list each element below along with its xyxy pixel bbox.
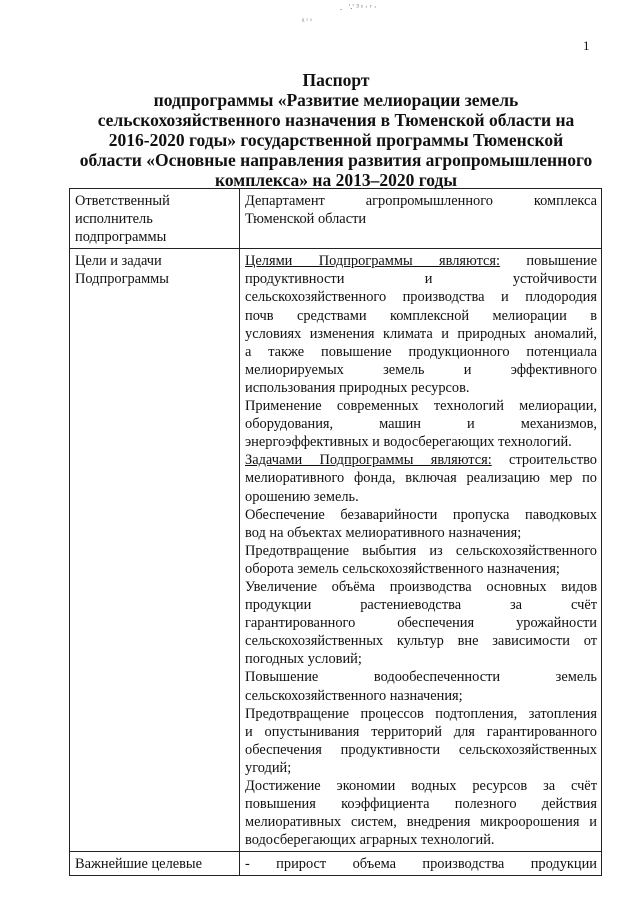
row-label-line: подпрограммы	[75, 229, 167, 246]
title-line: подпрограммы «Развитие мелиорации земель	[153, 90, 519, 110]
scan-artifact-second: ᵍ ʳ ˢ	[302, 16, 312, 25]
row-value-line: мелиоративных систем, внедрения микроорошения и	[245, 814, 597, 831]
row-value-line: водосберегающих аграрных технологий.	[245, 832, 495, 849]
row-value-line: Достижение экономии водных ресурсов за счёт	[245, 778, 597, 794]
row-value-line: Обеспечение безаварийности пропуска паводковых	[245, 506, 597, 523]
row-value-line: сельскохозяйственных культур вне зависимости от	[245, 633, 597, 650]
row-value-line: Целями Подпрограммы являются: повышение	[245, 253, 598, 270]
document-title	[70, 70, 602, 190]
row-value-line: мелиоративного фонда, включая реализацию мер по	[245, 470, 597, 487]
row-value-line: мелиорируемых земель и эффективного	[245, 361, 597, 378]
row-label-line: исполнитель	[75, 211, 153, 228]
row-label	[70, 249, 240, 852]
row-value	[240, 852, 602, 876]
row-label-line: Важнейшие целевые	[75, 856, 202, 873]
scan-artifact-top: . ∵³ˢ·ʳ·	[340, 2, 379, 12]
row-value	[240, 189, 602, 249]
row-value-line: орошению земель.	[245, 488, 359, 505]
passport-table	[69, 188, 602, 876]
row-value-line: а также повышение продукционного потенциала	[245, 343, 597, 360]
row-value-line: Предотвращение выбытия из сельскохозяйственного	[245, 542, 597, 559]
row-label	[70, 189, 240, 249]
row-value-line: - прирост объема производства продукции	[245, 856, 597, 873]
row-label-line: Ответственный	[75, 193, 170, 209]
row-value-line: Тюменской области	[245, 211, 367, 228]
underlined-phrase: Целями Подпрограммы являются:	[245, 253, 501, 270]
row-label-line: Подпрограммы	[75, 271, 169, 288]
passport-table-body	[70, 189, 602, 876]
row-value-line: погодных условий;	[245, 651, 362, 668]
passport-row	[70, 852, 602, 876]
row-value-line: Задачами Подпрограммы являются: строительство	[245, 452, 597, 469]
row-value-line: почв средствами комплексной мелиорации в	[245, 307, 597, 324]
title-line: сельскохозяйственного назначения в Тюменской области на	[97, 110, 575, 130]
row-value	[240, 249, 602, 852]
row-value-line: использования природных ресурсов.	[245, 379, 470, 396]
row-value-line: Применение современных технологий мелиорации,	[245, 398, 597, 415]
row-value-line: повышения коэффициента полезного действия	[245, 796, 597, 813]
row-value-line: Увеличение объёма производства основных видов	[245, 578, 597, 595]
row-value-line: сельскохозяйственного производства и плодородия	[245, 289, 597, 306]
row-value-line: продуктивности и устойчивости	[245, 271, 597, 288]
row-value-line: Предотвращение процессов подтопления, затопления	[245, 705, 597, 722]
title-line: комплекса» на 2013–2020 годы	[215, 170, 457, 190]
row-value-line: и опустынивания территорий для гарантированного	[245, 723, 597, 740]
row-value-line: обеспечения продуктивности сельскохозяйственных	[245, 741, 597, 758]
passport-row	[70, 249, 602, 852]
title-line: 2016-2020 годы» государственной программы Тюменской	[108, 130, 564, 150]
row-label	[70, 852, 240, 876]
row-value-line: Департамент агропромышленного комплекса	[245, 193, 597, 209]
row-value-line: энергоэффективных и водосберегающих технологий.	[245, 434, 572, 451]
row-value-line: условиях изменения климата и природных аномалий,	[245, 325, 597, 342]
passport-row	[70, 189, 602, 249]
row-value-line: оборудования, машин и механизмов,	[245, 416, 597, 433]
underlined-phrase: Задачами Подпрограммы являются:	[245, 452, 492, 469]
page-number: 1	[583, 38, 590, 53]
row-value-line: продукции растениеводства за счёт	[245, 597, 597, 614]
row-value-line: сельскохозяйственного назначения;	[245, 687, 463, 704]
row-value-line: вод на объектах мелиоративного назначения;	[245, 524, 522, 541]
title-line: Паспорт	[302, 70, 370, 90]
row-label-line: Цели и задачи	[75, 253, 162, 270]
row-value-line: угодий;	[245, 759, 292, 776]
row-value-line: Повышение водообеспеченности земель	[245, 669, 597, 686]
row-value-line: оборота земель сельскохозяйственного назначения;	[245, 560, 560, 577]
title-line: области «Основные направления развития агропромышленного	[79, 150, 593, 170]
row-value-line: гарантированного обеспечения урожайности	[245, 615, 597, 632]
